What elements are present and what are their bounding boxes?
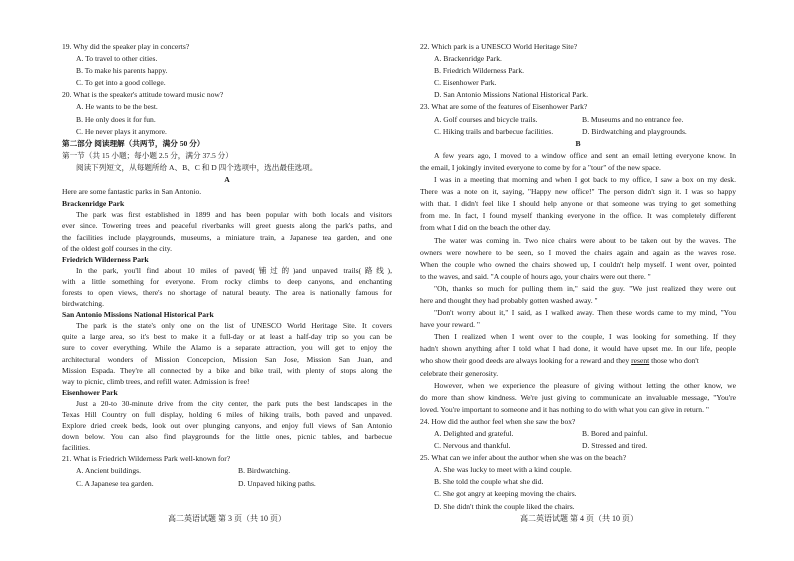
- paragraph-line: A few years ago, I moved to a window office and sent an email letting everyone know. In: [434, 150, 736, 160]
- left-column: [62, 41, 392, 490]
- text-segment: who show their good deeds are always looking for a reward and they: [420, 356, 632, 366]
- paragraph-line: forests to open views, there's no shortage of natural beauty. The area is nationally famous for: [62, 287, 392, 297]
- option: A. She was lucky to meet with a kind couple.: [434, 465, 572, 475]
- option: B. Bored and painful.: [582, 429, 648, 438]
- page-footer-right: 高二英语试题 第 4 页（共 10 页）: [520, 514, 638, 523]
- paragraph-line: However, when we experience the pleasure of giving without letting the other know, we: [434, 380, 736, 390]
- page-footer-left: 高二英语试题 第 3 页（共 10 页）: [168, 514, 286, 523]
- paragraph-line: Texas Hill Country on full display, holding 6 miles of hiking trails, both paved and unpaved.: [62, 410, 392, 419]
- option: C. She got angry at keeping moving the chairs.: [434, 489, 577, 499]
- option: D. San Antonio Missions National Historical Park.: [434, 90, 588, 100]
- question-25: 25. What can we infer about the author when she was on the beach?: [420, 453, 627, 463]
- paragraph-line: architectural wonders of Mission Concepcion, Mission San Jose, Mission San Juan, and: [62, 354, 392, 364]
- paragraph-line: the facilities include playgrounds, museums, a miniature train, a Japanese tea garden, and one: [62, 232, 392, 242]
- option: A. He wants to be the best.: [76, 102, 158, 112]
- paragraph-line: facilities.: [62, 443, 91, 453]
- paragraph-line: celebrate their generosity.: [420, 368, 499, 378]
- option: A. To travel to other cities.: [76, 54, 158, 64]
- option: B. He only does it for fun.: [76, 114, 156, 124]
- option: A. Brackenridge Park.: [434, 54, 502, 64]
- paragraph-line: [420, 355, 736, 367]
- option: D. Unpaved hiking paths.: [238, 478, 316, 488]
- option-row: [420, 126, 736, 138]
- paragraph-line: "Don't worry about it," I said, as I walked away. Then these words came to my mind, "You: [434, 308, 736, 318]
- paragraph-line: hadn't shown anything after I told what I had done, it would have upset me. In our life, people: [420, 344, 736, 354]
- paragraph-line: There was a note on it, saying, "Happy new office!" The person didn't sign it. I was so happy: [420, 187, 736, 197]
- paragraph-line: way to picnic, climb trees, and refill water. Admission is free!: [62, 376, 250, 386]
- paragraph-line: In the park, you'll find about 10 miles of paved(铺过的)and unpaved trails(路线),: [76, 265, 392, 275]
- park4-name: Eisenhower Park: [62, 387, 118, 397]
- paragraph-line: with that. I didn't feel like I should help anyone or that someone was trying to get something: [420, 199, 736, 209]
- part2-title: 第二部分 阅读理解（共两节，满分 50 分）: [62, 138, 205, 148]
- park1-name: Brackenridge Park: [62, 199, 125, 209]
- option: C. Hiking trails and barbecue facilities.: [434, 126, 554, 136]
- paragraph-line: The park was first established in 1899 and has been popular with both locals and visitors: [76, 210, 392, 220]
- option: A. Golf courses and bicycle trails.: [434, 114, 538, 124]
- paragraph-line: "Oh, thanks so much for pulling them in," said the guy. "We just realized they were out: [434, 283, 736, 293]
- section1-title: 第一节（共 15 小题；每小题 2.5 分，满分 37.5 分）: [62, 150, 233, 160]
- paragraph-line: owners were nowhere to be seen, so I moved the chairs again and again as the waves rose.: [420, 247, 736, 257]
- right-column: [420, 41, 736, 513]
- option: C. To get into a good college.: [76, 78, 166, 88]
- paragraph-line: sure to cover everything. While the Alamo is a separate attraction, you will get to enjoy the: [62, 343, 392, 353]
- park2-name: Friedrich Wilderness Park: [62, 254, 149, 264]
- paragraph-line: Explore dried creek beds, look out over plunging canyons, and enjoy full views of San Antonio: [62, 421, 392, 431]
- paragraph-line: have your reward. ": [420, 320, 481, 330]
- paragraph-line: of the oldest golf courses in the city.: [62, 243, 173, 253]
- question-24: 24. How did the author feel when she saw the box?: [420, 416, 576, 426]
- option-row: [420, 440, 736, 452]
- passage-b-letter: B: [575, 138, 581, 148]
- passage-intro: Here are some fantastic parks in San Antonio.: [62, 187, 202, 197]
- option: C. A Japanese tea garden.: [76, 478, 154, 488]
- option: B. Friedrich Wilderness Park.: [434, 66, 525, 76]
- option: A. Ancient buildings.: [76, 466, 141, 476]
- option: C. Eisenhower Park.: [434, 78, 497, 88]
- paragraph-line: ever since. Towering trees and peaceful riverbanks will greet guests along the park's paths, and: [62, 221, 392, 231]
- paragraph-line: When the couple who owned the chairs showed up, I couldn't help myself. I went over, pointed: [420, 259, 736, 269]
- paragraph-line: Just a 20-to 30-minute drive from the city center, the park puts the best landscapes in the: [76, 398, 392, 408]
- question-19: 19. Why did the speaker play in concerts?: [62, 42, 190, 51]
- paragraph-line: The park is the state's only one on the list of UNESCO World Heritage Site. It covers: [76, 321, 392, 331]
- paragraph-line: Then I realized when I went over to the couple, I was looking for something. If they: [434, 332, 736, 342]
- paragraph-line: from what I did on the beach the other day.: [420, 223, 551, 233]
- instruction: 阅读下列短文，从每题所给 A、B、C 和 D 四个选项中，选出最佳选项。: [76, 162, 318, 172]
- underlined-word: resent: [631, 356, 650, 366]
- option: C. Nervous and thankful.: [434, 441, 511, 451]
- paragraph-line: from me. In fact, I found myself thanking everyone in the office. It was completely different: [420, 211, 736, 221]
- question-21: 21. What is Friedrich Wilderness Park well-known for?: [62, 454, 231, 464]
- paragraph-line: birdwatching.: [62, 299, 104, 309]
- option: B. To make his parents happy.: [76, 66, 168, 76]
- park3-name: San Antonio Missions National Historical Park: [62, 310, 214, 320]
- question-22: 22. Which park is a UNESCO World Heritage Site?: [420, 42, 578, 51]
- text-segment: those who don't: [649, 356, 699, 366]
- paragraph-line: quite a large area, so it's best to make it a full-day or at least a half-day trip so you can be: [62, 332, 392, 342]
- paragraph-line: with a little something for everyone. From rocky climbs to deep canyons, and enchanting: [62, 276, 392, 286]
- option: D. Birdwatching and playgrounds.: [582, 126, 687, 136]
- question-20: 20. What is the speaker's attitude toward music now?: [62, 90, 224, 100]
- option: A. Delighted and grateful.: [434, 429, 514, 438]
- paragraph-line: The water was coming in. Two nice chairs were about to be taken out by the waves. The: [434, 235, 736, 245]
- paragraph-line: to the waves, and said. "A couple of hours ago, your chairs were out there. ": [420, 271, 651, 281]
- question-23: 23. What are some of the features of Eisenhower Park?: [420, 102, 588, 112]
- option-row: [420, 114, 736, 126]
- paragraph-line: Mission Espada. They're all connected by a bike and bike trail, with plenty of stops along the: [62, 365, 392, 375]
- paragraph-line: I was in a meeting that morning and when I got back to my office, I saw a box on my desk.: [434, 175, 736, 185]
- passage-a-letter: A: [224, 175, 230, 185]
- paragraph-line: do more than show kindness. We're just giving to communicate an invaluable message, "You're: [420, 392, 736, 402]
- option: D. Stressed and tired.: [582, 441, 648, 451]
- option: B. She told the couple what she did.: [434, 477, 544, 487]
- paragraph-line: loved. You're important to someone and it has nothing to do with what you can give in return. ": [420, 404, 709, 414]
- paragraph-line: here and thought they had probably gotten washed away. ": [420, 295, 598, 305]
- option: B. Birdwatching.: [238, 466, 291, 476]
- option-row: [62, 478, 392, 490]
- option-row: [420, 428, 736, 440]
- option-row: [62, 465, 392, 477]
- option: B. Museums and no entrance fee.: [582, 114, 684, 124]
- option: C. He never plays it anymore.: [76, 126, 167, 136]
- paragraph-line: the email, I jokingly invited everyone to come by for a "tour" of the new space.: [420, 162, 661, 172]
- paragraph-line: down below. You can also find playgrounds for the little ones, picnic tables, and barbecue: [62, 432, 392, 442]
- option: D. She didn't think the couple liked the chairs.: [434, 501, 575, 511]
